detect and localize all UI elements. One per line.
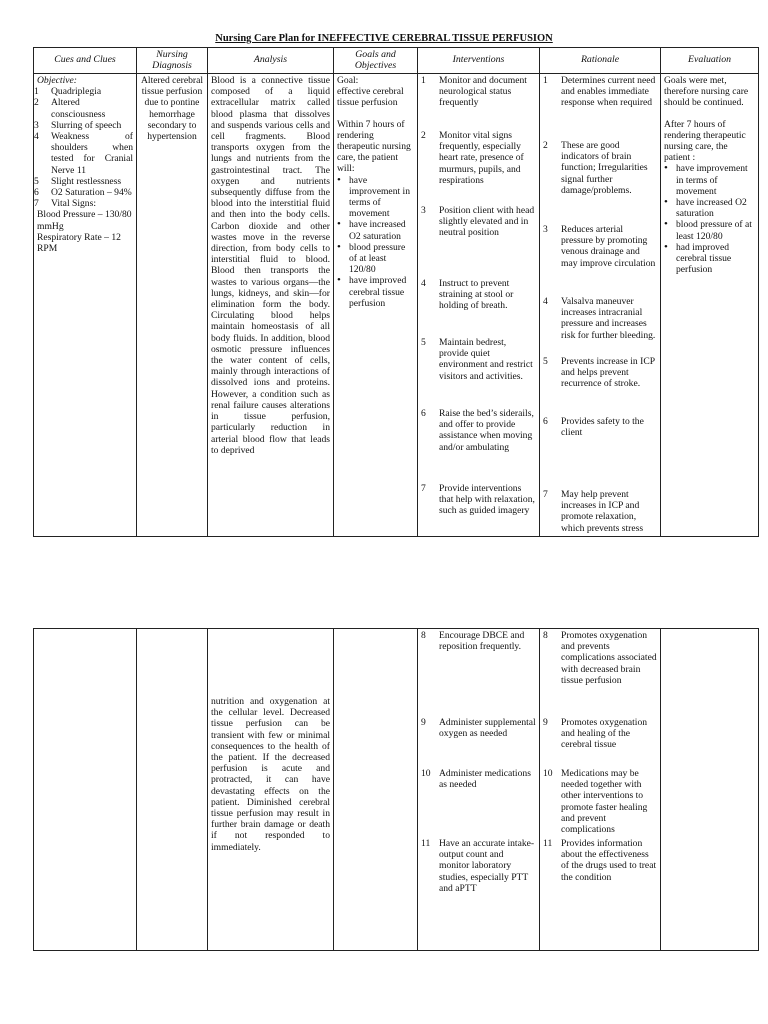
diagnosis-cell: Altered cerebral tissue perfusion due to pontine hemorrhage secondary to hypertension — [137, 74, 208, 537]
objective-label: Objective: — [37, 75, 77, 86]
evaluation-bullets — [664, 163, 755, 275]
header-diagnosis: Nursing Diagnosis — [137, 48, 208, 74]
care-plan-table-page1 — [33, 47, 759, 537]
intervention-item: 2 Monitor vital signs frequently, especially heart rate, presence of murmurs, pupils, and respirations — [421, 130, 524, 186]
header-analysis: Analysis — [208, 48, 334, 74]
rationale-item: 10 Medications may be needed together with other interventions to promote faster healing and prevent complications — [543, 768, 648, 836]
content-row — [34, 74, 759, 537]
evaluation-intro: After 7 hours of rendering therapeutic nursing care, the patient : — [664, 118, 746, 164]
cue-item: 3 Slurring of speech — [34, 119, 122, 131]
content-row-continued — [34, 629, 759, 951]
header-goals: Goals and Objectives — [334, 48, 418, 74]
intervention-item: 11 Have an accurate intake-output count and monitor laboratory studies, especially PTT and aPTT — [421, 838, 535, 894]
goal-bullet: • have improved cerebral tissue perfusion — [337, 275, 414, 309]
cues-list — [34, 86, 133, 210]
goal-bullet: • blood pressure of at least 120/80 — [337, 242, 414, 276]
intervention-item: 1 Monitor and document neurological status frequently — [421, 75, 527, 109]
evaluation-bullet: • have improvement in terms of movement — [664, 163, 755, 197]
care-plan-table-page2 — [33, 628, 759, 951]
rationale-item: 5 Prevents increase in ICP and helps prevent recurrence of stroke. — [543, 356, 655, 390]
evaluation-cell — [661, 74, 759, 537]
goal-text: effective cerebral tissue perfusion — [337, 86, 404, 109]
rationale-cell — [540, 74, 661, 537]
evaluation-cell-continued — [661, 629, 759, 951]
intervention-item: 9 Administer supplemental oxygen as needed — [421, 717, 536, 740]
interventions-cell — [418, 74, 540, 537]
document-title: Nursing Care Plan for INEFFECTIVE CEREBRAL TISSUE PERFUSION — [215, 33, 553, 44]
intervention-item: 7 Provide interventions that help with relaxation, such as guided imagery — [421, 483, 535, 517]
goal-bullet: • have increased O2 saturation — [337, 219, 414, 241]
header-rationale: Rationale — [540, 48, 661, 74]
cue-item: 6 O2 Saturation – 94% — [34, 187, 132, 199]
goals-cell-continued — [334, 629, 418, 951]
cues-cell — [34, 74, 137, 537]
goal-label: Goal: — [337, 75, 359, 86]
evaluation-bullet: • had improved cerebral tissue perfusion — [664, 242, 755, 276]
header-cues: Cues and Clues — [34, 48, 137, 74]
cue-item: 4 Weakness of shoulders when tested for Cranial Nerve 11 — [34, 131, 133, 176]
rationale-item: 11 Provides information about the effectiveness of the drugs used to treat the condition — [543, 838, 657, 883]
rationale-item: 2 These are good indicators of brain function; Irregularities signal further damage/problems. — [543, 140, 648, 196]
analysis-cell-continued — [208, 629, 334, 951]
goals-cell — [334, 74, 418, 537]
cues-cell-continued — [34, 629, 137, 951]
cue-item: 2 Altered consciousness — [34, 97, 106, 120]
rationale-item: 4 Valsalva maneuver increases intracranial pressure and increases risk for further bleeding. — [543, 296, 656, 341]
evaluation-bullet: • blood pressure of at least 120/80 — [664, 219, 755, 241]
goal-bullets — [337, 175, 414, 309]
vital-sign-rr: Respiratory Rate – 12 RPM — [37, 231, 121, 255]
analysis-cell: Blood is a connective tissue composed of a liquid extracellular matrix called blood plasma that dissolves and suspends various cells and cell fragments. Blood transports oxygen from the lungs and nutrients from the gastrointestinal tract. The oxygen and nutrients subsequently diffuse from the blood into the interstitial fluid and then into the body cells. Carbon dioxide and other wastes move in the reverse direction, from body cells to interstitial fluid to blood. Blood then transports the wastes to various organs—the lungs, kidneys, and skin—for elimination form the body. Circulating blood helps maintain homeostasis of all body fluids. In addition, blood osmotic pressure influences the water content of cells, mainly through interactions of dissolved ions and proteins. However, a condition such as renal failure causes alterations in tissue perfusion, particularly reduction in arterial blood flow that leads to deprived — [208, 74, 334, 537]
evaluation-bullet: • have increased O2 saturation — [664, 197, 755, 219]
rationale-cell-continued — [540, 629, 661, 951]
header-evaluation: Evaluation — [661, 48, 759, 74]
cue-item: 7 Vital Signs: — [34, 198, 96, 210]
intervention-item: 8 Encourage DBCE and reposition frequently. — [421, 630, 525, 653]
rationale-item: 9 Promotes oxygenation and healing of the cerebral tissue — [543, 717, 648, 751]
intervention-item: 10 Administer medications as needed — [421, 768, 531, 791]
header-row — [34, 48, 759, 74]
interventions-cell-continued — [418, 629, 540, 951]
diagnosis-cell-continued — [137, 629, 208, 951]
rationale-item: 8 Promotes oxygenation and prevents complications associated with decreased brain tissue perfusion — [543, 630, 657, 686]
rationale-item: 7 May help prevent increases in ICP and promote relaxation, which prevents stress — [543, 489, 644, 534]
cue-item: 1 Quadriplegia — [34, 86, 102, 98]
analysis-continued-text: nutrition and oxygenation at the cellular level. Decreased tissue perfusion can be transient with few or minimal consequences to the health of the patient. If the decreased perfusion is acute and protracted, it can have devastating effects on the patient. Diminished cerebral tissue perfusion may result in further brain damage or death if not responded to immediately. — [211, 696, 330, 853]
cue-item: 5 Slight restlessness — [34, 175, 122, 187]
intervention-item: 4 Instruct to prevent straining at stool or holding of breath. — [421, 278, 514, 312]
intervention-item: 5 Maintain bedrest, provide quiet environment and restrict visitors and activities. — [421, 337, 533, 382]
rationale-item: 1 Determines current need and enables immediate response when required — [543, 75, 656, 109]
objective-intro: Within 7 hours of rendering therapeutic nursing care, the patient will: — [337, 118, 411, 175]
header-interventions: Interventions — [418, 48, 540, 74]
intervention-item: 6 Raise the bed’s siderails, and offer to provide assistance when moving and/or ambulating — [421, 408, 534, 453]
evaluation-summary: Goals were met, therefore nursing care should be continued. — [664, 75, 749, 109]
intervention-item: 3 Position client with head slightly elevated and in neutral position — [421, 205, 535, 239]
rationale-item: 3 Reduces arterial pressure by promoting venous drainage and may improve circulation — [543, 224, 656, 269]
vital-sign-bp: Blood Pressure – 130/80 mmHg — [37, 209, 132, 232]
rationale-item: 6 Provides safety to the client — [543, 416, 644, 439]
goal-bullet: • have improvement in terms of movement — [337, 175, 414, 220]
